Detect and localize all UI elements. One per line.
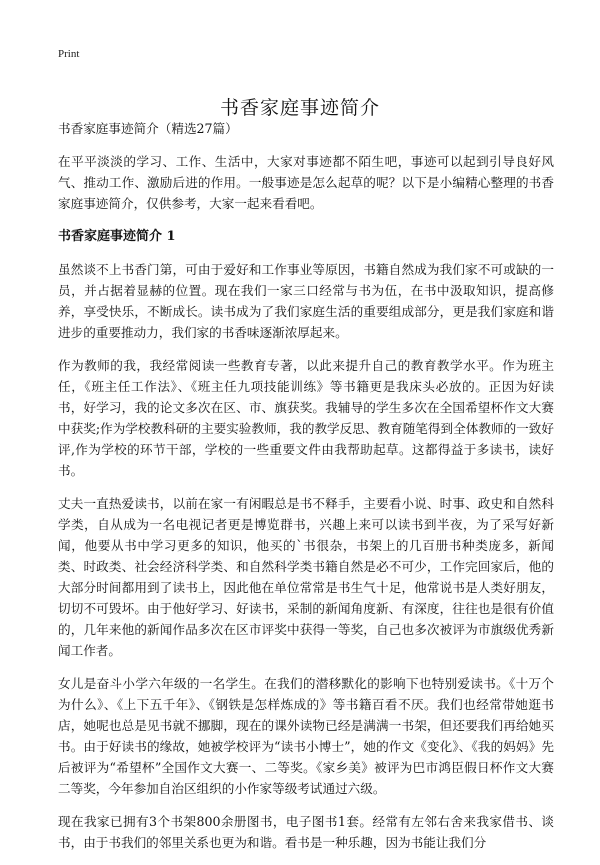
body-paragraph: 丈夫一直热爱读书，以前在家一有闲暇总是书不释手，主要看小说、时事、政史和自然科学类，自从成为一名电视记者更是博览群书，兴趣上来可以读书到半夜，为了采写好新闻，他要从书中学习更多的知识，他买的`书很杂，书架上的几百册书种类庞多，新闻类、时政类、社会经济科学类、和自然科学类书籍自然是必不可少，工作完回家后，他的大部分时间都用到了读书上，因此他在单位常常是书生气十足，他常说书是人类好朋友，切切不可毁坏。由于他好学习、好读书，采制的新闻角度新、有深度，往往也是很有价值的，几年来他的新闻作品多次在区市评奖中获得一等奖，自己也多次被评为市旗级优秀新闻工作者。	[58, 496, 554, 658]
document-body	[58, 118, 554, 865]
body-paragraph: 女儿是奋斗小学六年级的一名学生。在我们的潜移默化的影响下也特别爱读书。《十万个为什么》、《上下五千年》、《钢铁是怎样炼成的》等书籍百看不厌。我们也经常带她逛书店，她呢也总是见书就不挪脚，现在的课外读物已经是满满一书架，但还要我们再给她买书。由于好读书的缘故，她被学校评为“读书小博士”，她的作文《变化》、《我的妈妈》先后被评为“希望杯”全国作文大赛一、二等奖。《家乡美》被评为巴市鸿臣假日杯作文大赛二等奖，今年参加自治区组织的小作家等级考试通过六级。	[58, 676, 554, 796]
print-link[interactable]: Print	[58, 48, 80, 60]
body-paragraph: 现在我家已拥有3个书架800余册图书，电子图书1套。经常有左邻右舍来我家借书、谈书，由于书我们的邻里关系也更为和谐。看书是一种乐趣，因为书能让我们分	[58, 814, 554, 850]
body-paragraph: 虽然谈不上书香门第，可由于爱好和工作事业等原因，书籍自然成为我们家不可或缺的一员，并占据着显赫的位置。现在我们一家三口经常与书为伍，在书中汲取知识，提高修养，享受快乐，不断成长。读书成为了我们家庭生活的重要组成部分，更是我们家庭和谐进步的重要推动力，我们家的书香味逐渐浓厚起来。	[58, 262, 554, 340]
body-paragraph: 作为教师的我，我经常阅读一些教育专著，以此来提升自己的教育教学水平。作为班主任，《班主任工作法》、《班主任九项技能训练》等书籍更是我床头必放的。正因为好读书，好学习，我的论文多次在区、市、旗获奖。我辅导的学生多次在全国希望杯作文大赛中获奖;作为学校教科研的主要实验教师，我的教学反思、教育随笔得到全体教师的一致好评,作为学校的环节干部，学校的一些重要文件由我帮助起草。这都得益于多读书，读好书。	[58, 358, 554, 478]
section-heading: 书香家庭事迹简介 1	[58, 229, 176, 244]
document-subtitle: 书香家庭事迹简介（精选27篇）	[58, 121, 238, 136]
intro-paragraph: 在平平淡淡的学习、工作、生活中，大家对事迹都不陌生吧，事迹可以起到引导良好风气、推动工作、激励后进的作用。一般事迹是怎么起草的呢？以下是小编精心整理的书香家庭事迹简介，仅供参考，大家一起来看看吧。	[58, 154, 554, 211]
document-title: 书香家庭事迹简介	[219, 96, 380, 119]
